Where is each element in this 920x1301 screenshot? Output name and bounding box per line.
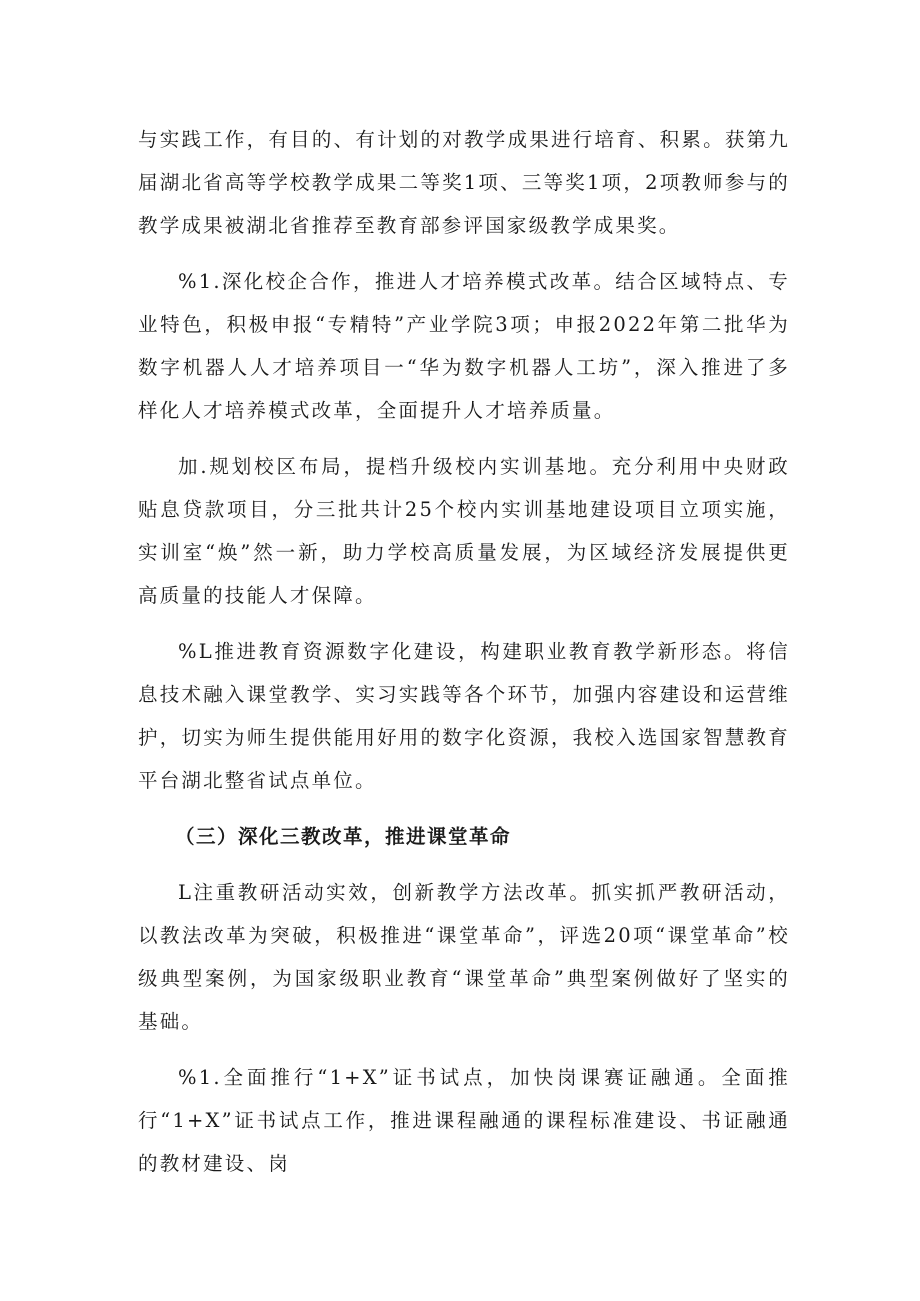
- paragraph-1x-certificate: %1.全面推行“1+X”证书试点，加快岗课赛证融通。全面推行“1+X”证书试点工作，推进课程融通的课程标准建设、书证融通的教材建设、岗: [138, 1066, 790, 1175]
- paragraph-teaching-research: L注重教研活动实效，创新教学方法改革。抓实抓严教研活动，以教法改革为突破，积极推进“课堂革命”，评选20项“课堂革命”校级典型案例，为国家级职业教育“课堂革命”典型案例做好了坚实的基础。: [138, 881, 790, 1033]
- paragraph-gap: [138, 432, 790, 445]
- paragraph-gap: [138, 617, 790, 630]
- paragraph-gap: [138, 247, 790, 260]
- paragraph-teaching-achievements: 与实践工作，有目的、有计划的对教学成果进行培育、积累。获第九届湖北省高等学校教学成果二等奖1项、三等奖1项，2项教师参与的教学成果被湖北省推荐至教育部参评国家级教学成果奖。: [138, 128, 790, 237]
- paragraph-digital-resources: %L推进教育资源数字化建设，构建职业教育教学新形态。将信息技术融入课堂教学、实习实践等各个环节，加强内容建设和运营维护，切实为师生提供能用好用的数字化资源，我校入选国家智慧教育平台湖北整省试点单位。: [138, 640, 790, 792]
- paragraph-campus-layout: 加.规划校区布局，提档升级校内实训基地。充分利用中央财政贴息贷款项目，分三批共计25个校内实训基地建设项目立项实施，实训室“焕”然一新，助力学校高质量发展，为区域经济发展提供更高质量的技能人才保障。: [138, 455, 790, 607]
- paragraph-school-enterprise: %1.深化校企合作，推进人才培养模式改革。结合区域特点、专业特色，积极申报“专精特”产业学院3项；申报2022年第二批华为数字机器人人才培养项目一“华为数字机器人工坊”，深入推进了多样化人才培养模式改革，全面提升人才培养质量。: [138, 270, 790, 422]
- document-page: [138, 118, 790, 1185]
- paragraph-gap: [138, 1043, 790, 1056]
- paragraph-gap: [138, 802, 790, 815]
- section-heading: （三）深化三教改革，推进课堂革命: [175, 825, 512, 848]
- paragraph-gap: [138, 858, 790, 871]
